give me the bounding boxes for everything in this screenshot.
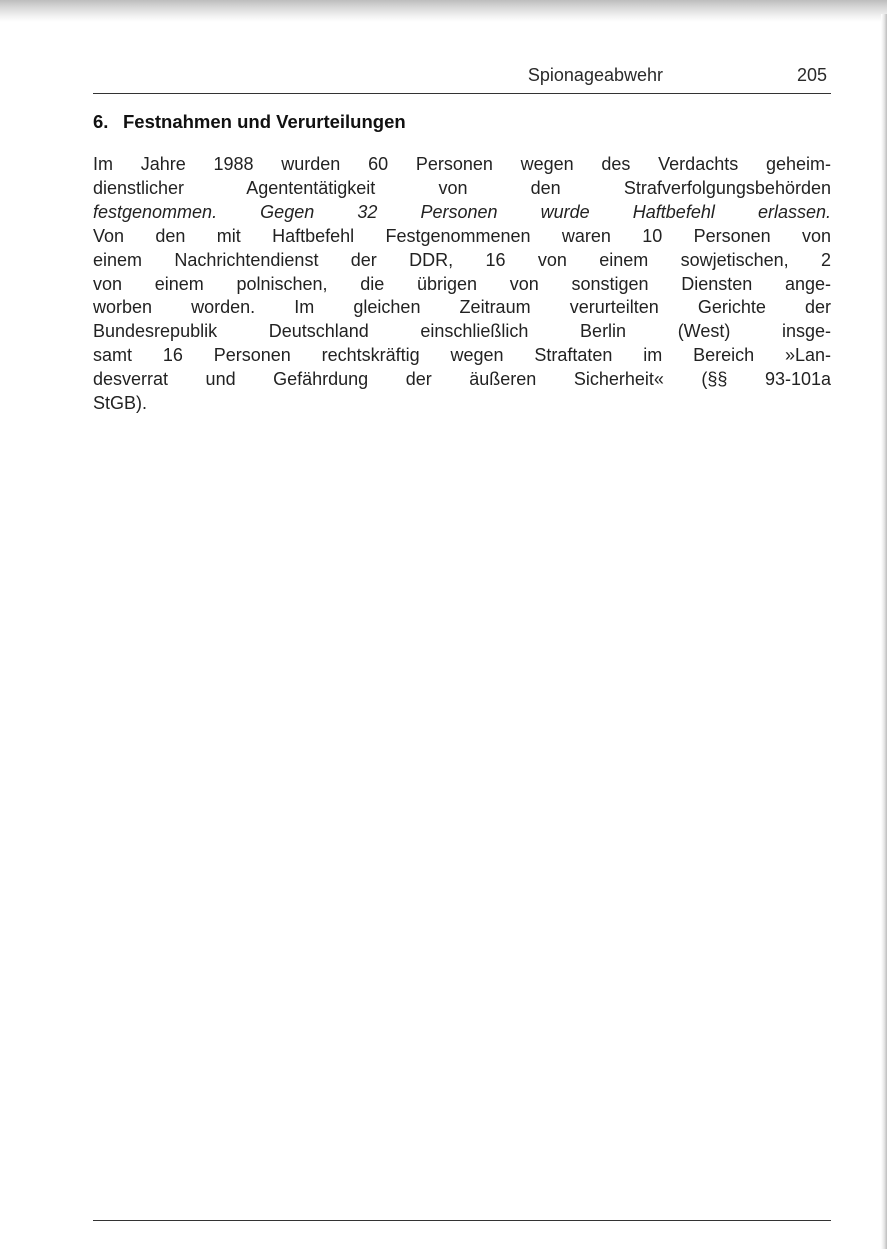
page-number: 205 (796, 65, 827, 85)
body-line-11: StGB). (93, 393, 148, 414)
footer-rule (93, 1220, 831, 1221)
section-heading (93, 109, 813, 135)
page-header (93, 62, 831, 92)
body-line-6: von einem polnischen, die übrigen von sonstigen Diensten ange- (93, 273, 831, 294)
body-line-4: Von den mit Haftbefehl Festgenommenen waren 10 Personen von (93, 225, 831, 246)
body-line-7: worben worden. Im gleichen Zeitraum verurteilten Gerichte der (93, 297, 831, 318)
body-line-2: dienstlicher Agententätigkeit von den Strafverfolgungsbehörden (93, 177, 831, 198)
scan-top-shadow (0, 0, 887, 22)
running-title: Spionageabwehr (527, 65, 663, 85)
section-title: Festnahmen und Verurteilungen (123, 111, 406, 132)
body-line-10: desverrat und Gefährdung der äußeren Sicherheit« (§§ 93-101a (93, 369, 831, 390)
body-line-1: Im Jahre 1988 wurden 60 Personen wegen des Verdachts geheim- (93, 154, 831, 174)
scan-right-edge (881, 14, 887, 1249)
body-line-3: festgenommen. Gegen 32 Personen wurde Haftbefehl erlassen. (93, 201, 831, 222)
body-line-8: Bundesrepublik Deutschland einschließlich Berlin (West) insge- (93, 321, 831, 342)
header-rule (93, 93, 831, 94)
body-paragraph (93, 153, 831, 416)
section-number: 6. (93, 111, 109, 132)
body-line-9: samt 16 Personen rechtskräftig wegen Straftaten im Bereich »Lan- (93, 345, 831, 366)
body-line-5: einem Nachrichtendienst der DDR, 16 von einem sowjetischen, 2 (93, 249, 831, 270)
